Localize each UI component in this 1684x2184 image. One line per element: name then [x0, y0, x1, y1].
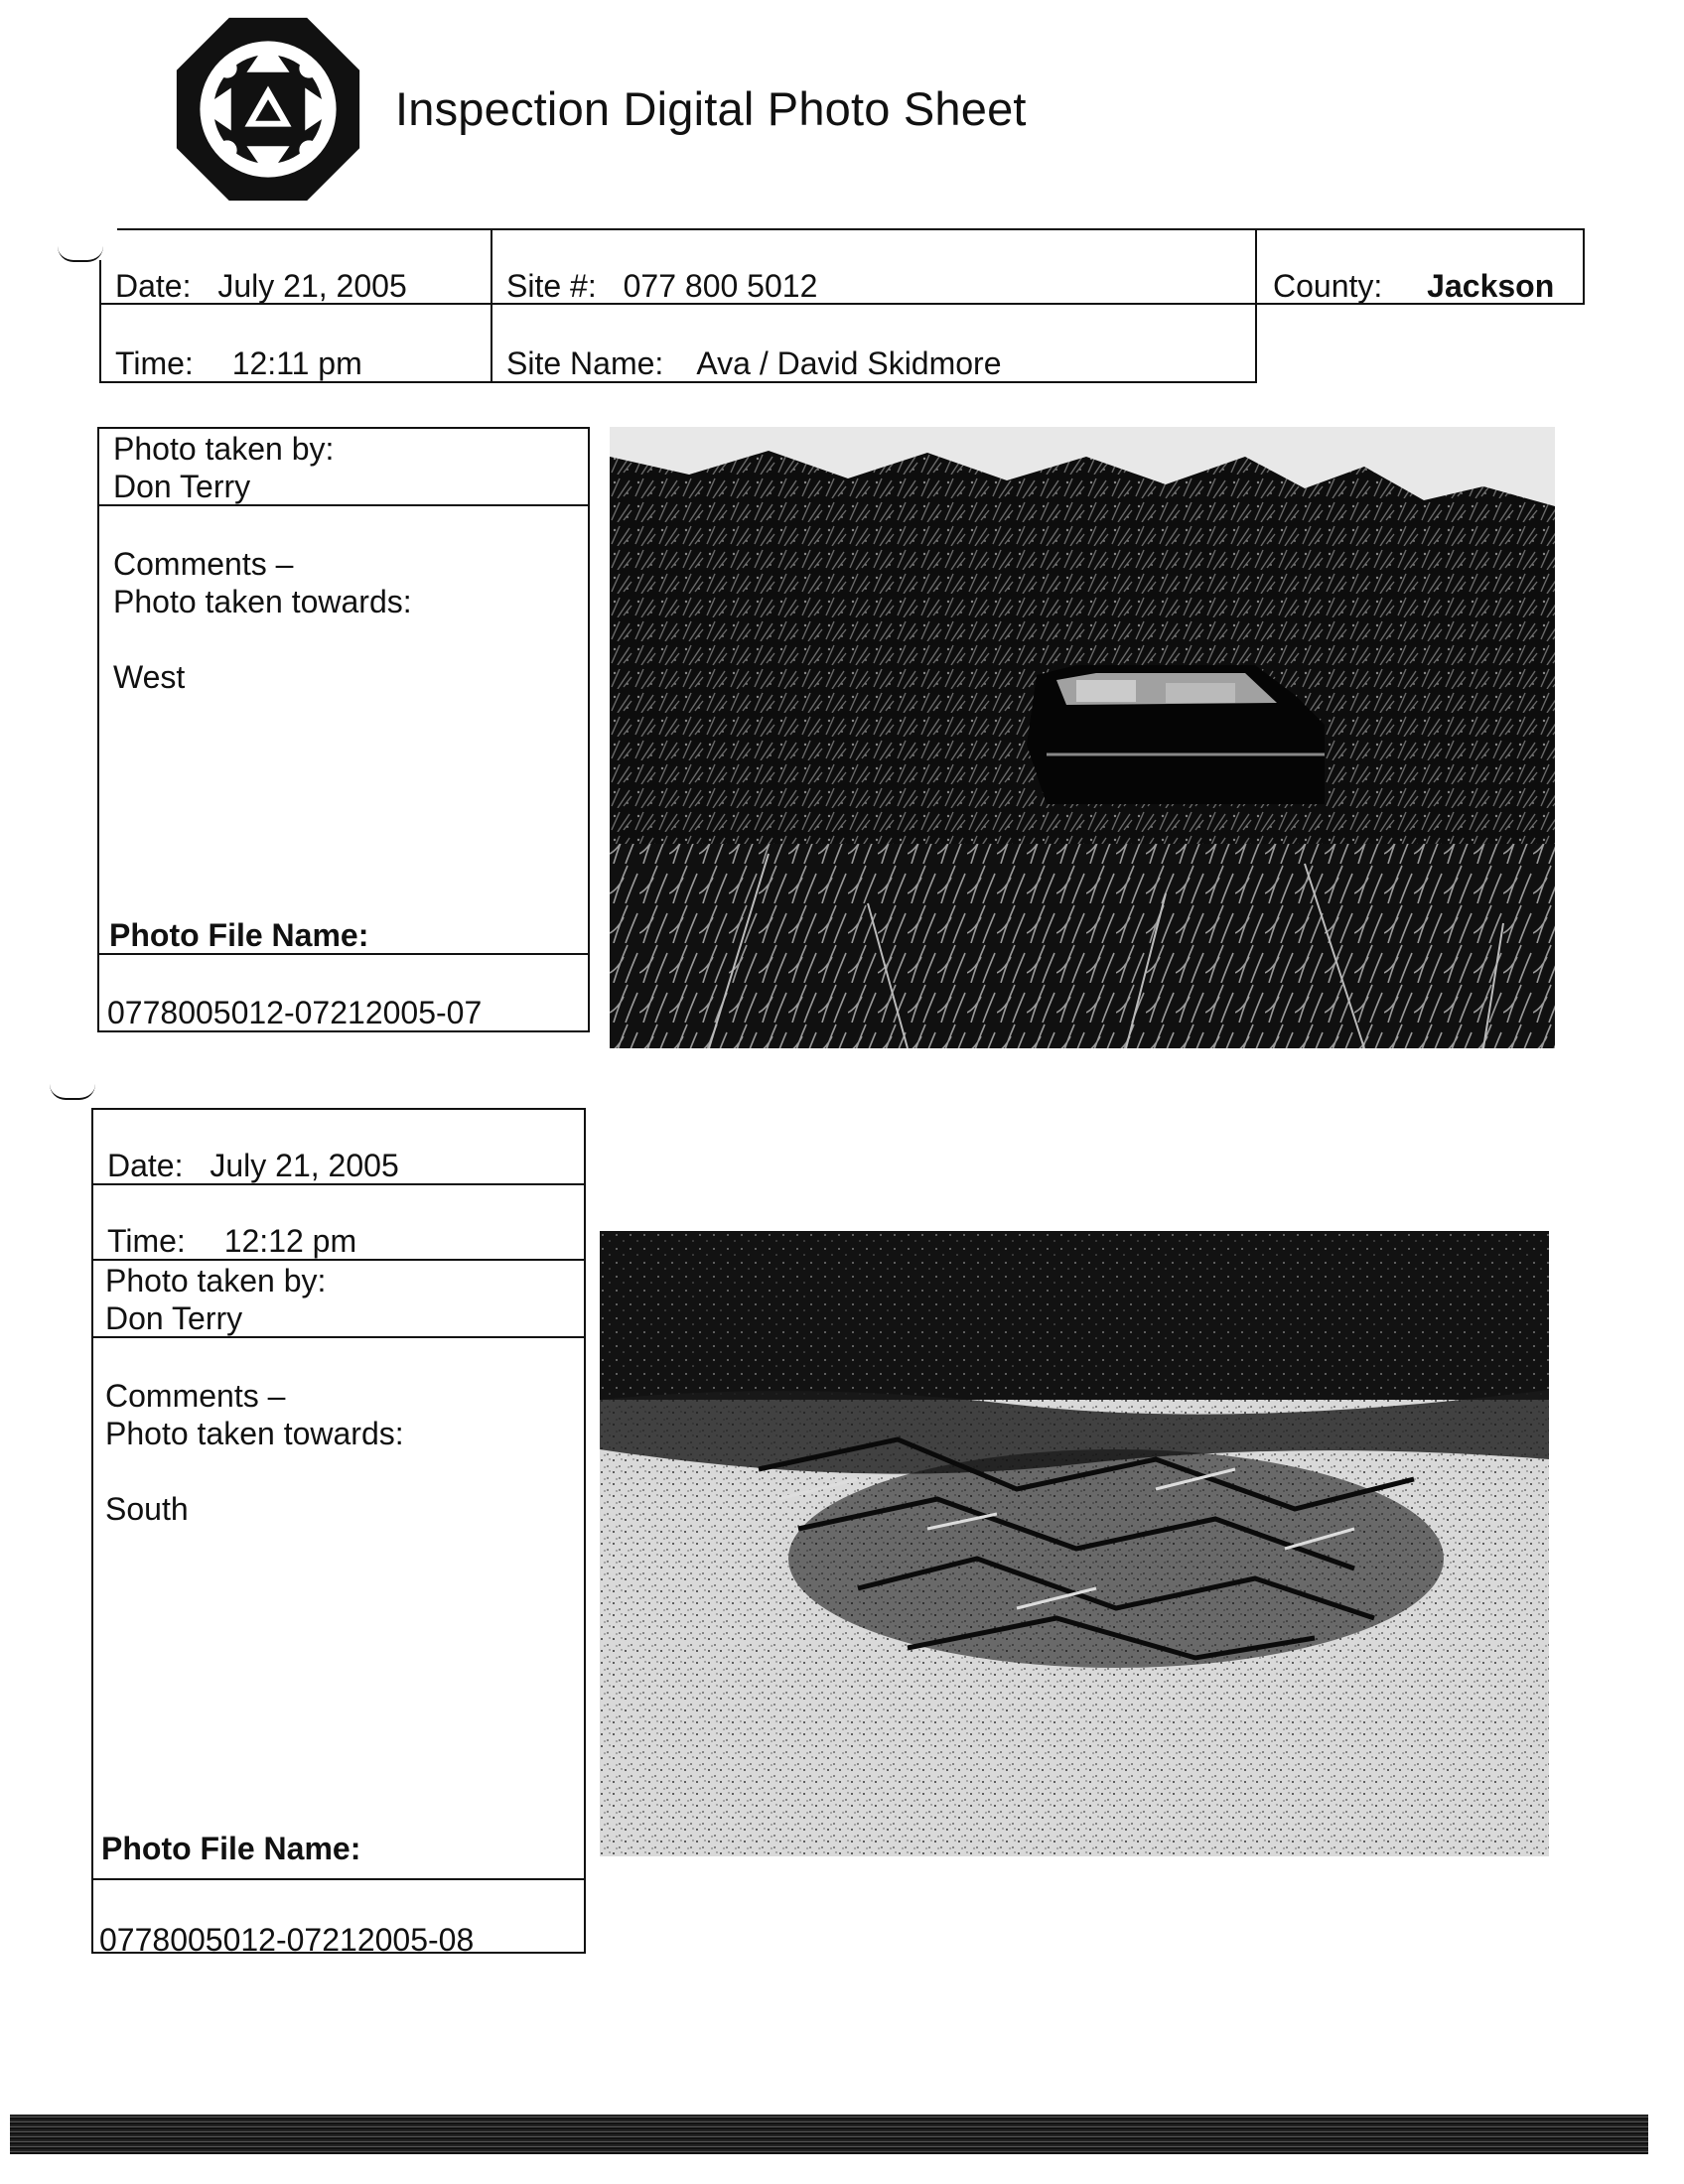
- site-name-field: [506, 347, 1002, 379]
- direction-value: West: [113, 659, 186, 695]
- site-number-label: Site #:: [506, 268, 597, 304]
- direction-label: Photo taken towards:: [105, 1416, 404, 1451]
- page-title: Inspection Digital Photo Sheet: [395, 82, 1027, 135]
- file-name-label: Photo File Name:: [109, 917, 369, 953]
- county-field: [1273, 270, 1554, 302]
- time-field: [115, 347, 362, 379]
- date-value: July 21, 2005: [217, 268, 407, 304]
- agency-logo: [171, 12, 365, 206]
- date-label: Date:: [107, 1148, 184, 1183]
- date-value: July 21, 2005: [210, 1148, 399, 1183]
- scan-edge-strip: [10, 2115, 1648, 2154]
- date-label: Date:: [115, 268, 192, 304]
- county-value: Jackson: [1427, 268, 1555, 304]
- county-label: County:: [1273, 268, 1383, 304]
- taken-by-value: Don Terry: [105, 1300, 243, 1336]
- file-name-value: 0778005012-07212005-08: [99, 1922, 475, 1958]
- site-photo-cornfield-car: [610, 427, 1555, 1048]
- file-name-label: Photo File Name:: [101, 1831, 361, 1866]
- time-value: 12:11 pm: [231, 345, 362, 381]
- site-number-value: 077 800 5012: [623, 268, 818, 304]
- direction-value: South: [105, 1491, 189, 1527]
- taken-by-label: Photo taken by:: [105, 1263, 327, 1298]
- file-name-value: 0778005012-07212005-07: [107, 995, 483, 1030]
- comments-label: Comments –: [105, 1378, 286, 1414]
- taken-by-value: Don Terry: [113, 469, 251, 504]
- time-label: Time:: [107, 1223, 186, 1259]
- comments-label: Comments –: [113, 546, 294, 582]
- time-field: [107, 1225, 356, 1257]
- site-name-value: Ava / David Skidmore: [696, 345, 1002, 381]
- date-field: [107, 1150, 399, 1181]
- time-value: 12:12 pm: [223, 1223, 357, 1259]
- scan-mark: [58, 246, 103, 262]
- taken-by-label: Photo taken by:: [113, 431, 335, 467]
- car-silhouette: [1027, 665, 1325, 804]
- scan-mark: [50, 1084, 95, 1100]
- site-number-field: [506, 270, 817, 302]
- direction-label: Photo taken towards:: [113, 584, 412, 619]
- time-label: Time:: [115, 345, 194, 381]
- site-name-label: Site Name:: [506, 345, 664, 381]
- site-photo-ground-debris: [600, 1231, 1549, 1856]
- date-field: [115, 270, 407, 302]
